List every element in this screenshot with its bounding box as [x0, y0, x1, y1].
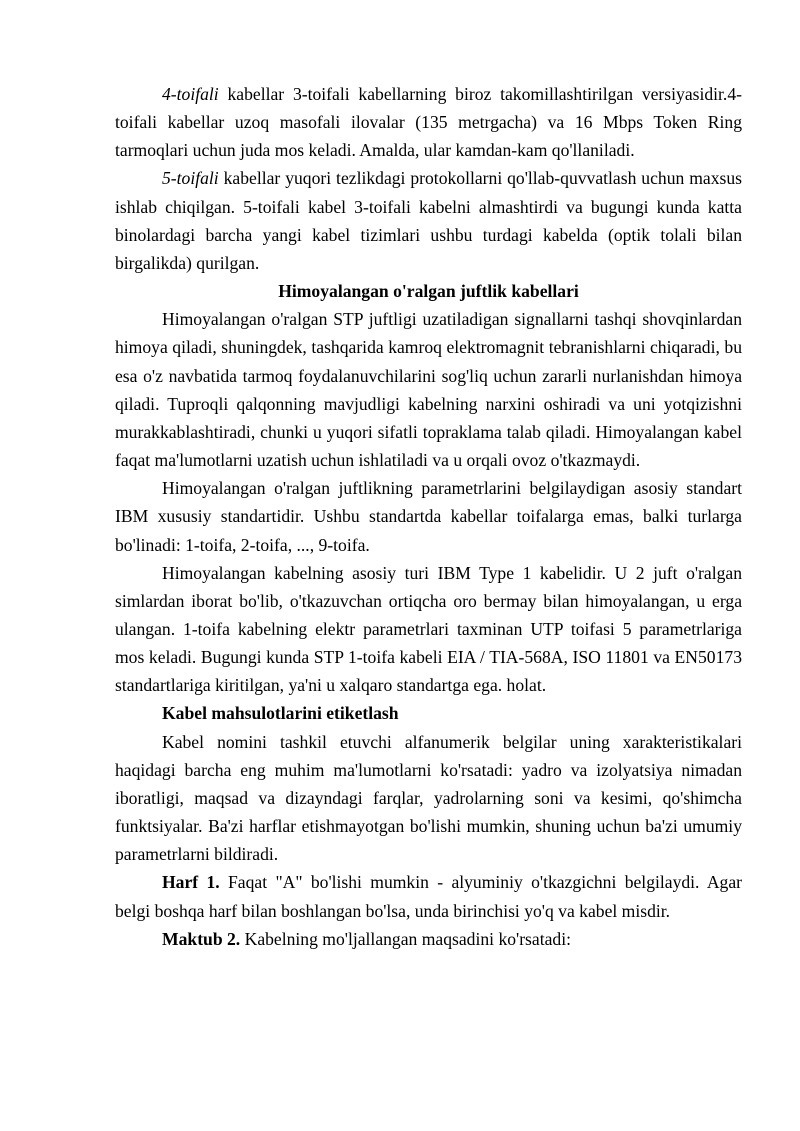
term-letter-2: Maktub 2.: [162, 928, 241, 949]
term-category-4: 4-toifali: [162, 84, 219, 104]
paragraph-ibm-type-1: Himoyalangan kabelning asosiy turi IBM Type 1 kabelidir. U 2 juft o'ralgan simlardan iborat bo'lib, o'tkazuvchan ortiqcha oro bermay bilan himoyalangan, u erga ulangan. 1-toifa kabelning elektr parametrlari taxminan UTP toifasi 5 parametrlariga mos keladi. Bugungi kunda STP 1-toifa kabeli EIA / TIA-568A, ISO 11801 va EN50173 standartlariga kiritilgan, ya'ni u xalqaro standartga ega. holat.: [115, 562, 742, 696]
paragraph-labeling-overview: Kabel nomini tashkil etuvchi alfanumerik belgilar uning xarakteristikalari haqidagi barcha eng muhim ma'lumotlarni ko'rsatadi: yadro va izolyatsiya nimadan iboratligi, maqsad va dizayndagi farqlar, yadrolarning soni va kesimi, qo'shimcha funktsiyalar. Ba'zi harflar etishmayotgan bo'lishi mumkin, shuning uchun ba'zi umumiy parametrlarni bildiradi.: [115, 731, 742, 865]
paragraph-text: kabellar yuqori tezlikdagi protokollarni qo'llab-quvvatlash uchun maxsus ishlab chiqilgan. 5-toifali kabel 3-toifali kabelni almashtirdi va bugungi kunda katta binolardagi barcha yangi kabel tizimlari ushbu turdagi kabelda (optik tolali bilan birgalikda) qurilgan.: [115, 168, 742, 273]
paragraph-text: Kabelning mo'ljallangan maqsadini ko'rsatadi:: [240, 928, 571, 949]
term-letter-1: Harf 1.: [162, 872, 220, 893]
paragraph-stp-overview: Himoyalangan o'ralgan STP juftligi uzatiladigan signallarni tashqi shovqinlardan himoya qiladi, shuningdek, tashqarida kamroq elektromagnit tebranishlarni chiqaradi, bu esa o'z navbatida tarmoq foydalanuvchilarini sog'liq uchun zararli nurlanishdan himoya qiladi. Tuproqli qalqonning mavjudligi kabelning narxini oshiradi va uni yotqizishni murakkablashtiradi, chunki u yuqori sifatli topraklama talab qiladi. Himoyalangan kabel faqat ma'lumotlarni uzatish uchun ishlatiladi va u orqali ovoz o'tkazmaydi.: [115, 309, 742, 471]
paragraph-ibm-standard: Himoyalangan o'ralgan juftlikning parametrlarini belgilaydigan asosiy standart IBM xususiy standartidir. Ushbu standartda kabellar toifalarga emas, balki turlarga bo'linadi: 1-toifa, 2-toifa, ..., 9-toifa.: [115, 478, 742, 555]
paragraph-letter-2: [115, 925, 742, 953]
paragraph-category-5: [115, 164, 742, 277]
section-heading-cable-labeling: Kabel mahsulotlarini etiketlash: [162, 703, 399, 724]
paragraph-category-4: [115, 80, 742, 164]
term-category-5: 5-toifali: [162, 168, 219, 189]
paragraph-text: Faqat "A" bo'lishi mumkin - alyuminiy o'tkazgichni belgilaydi. Agar belgi boshqa harf bilan boshlangan bo'lsa, unda birinchisi yo'q va kabel misdir.: [115, 872, 742, 921]
paragraph-text: kabellar 3-toifali kabellarning biroz takomillashtirilgan versiyasidir.4-toifali kabellar uzoq masofali ilovalar (135 metrgacha) va 16 Mbps Token Ring tarmoqlari uchun juda mos keladi. Amalda, ular kamdan-kam qo'llaniladi.: [115, 84, 742, 161]
paragraph-letter-1: [115, 868, 742, 924]
document-page: [115, 80, 742, 953]
section-heading-shielded-twisted-pair: Himoyalangan o'ralgan juftlik kabellari: [278, 281, 579, 302]
